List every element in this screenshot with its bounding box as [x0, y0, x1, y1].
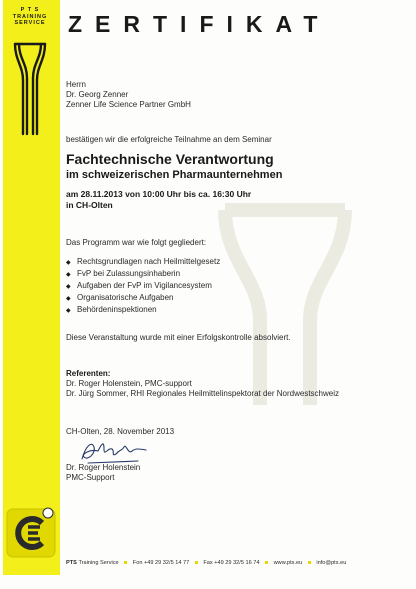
course-subtitle: im schweizerischen Pharmaunternehmen — [66, 169, 283, 181]
list-item — [66, 292, 220, 304]
footer-fax: Fax +49 29 32/5 16 74 — [203, 560, 260, 566]
certificate-title: ZERTIFIKAT — [68, 11, 331, 37]
diamond-bullet-icon: ◆ — [66, 272, 71, 278]
referents-heading: Referenten: — [66, 369, 111, 378]
pts-logo-icon — [12, 40, 48, 136]
signer-company: PMC-Support — [66, 473, 115, 482]
topic-label: FvP bei Zulassungsinhaberin — [77, 269, 181, 278]
assessment-statement: Diese Veranstaltung wurde mit einer Erfolgskontrolle absolviert. — [66, 333, 291, 342]
course-date: am 28.11.2013 von 10:00 Uhr bis ca. 16:30 Uhr — [66, 189, 252, 199]
footer-brand: PTS — [66, 560, 77, 566]
ce-logo-icon — [6, 503, 56, 559]
list-item — [66, 280, 220, 292]
referent-line: Dr. Jürg Sommer, RHI Regionales Heilmittelinspektorat der Nordwestschweiz — [66, 389, 339, 398]
footer-phone: Fon +49 29 32/5 14 77 — [132, 560, 190, 566]
diamond-bullet-icon: ◆ — [66, 260, 71, 266]
course-date-block — [66, 189, 251, 211]
signature-icon — [78, 437, 148, 465]
topic-label: Aufgaben der FvP im Vigilancesystem — [77, 281, 212, 290]
footer-website: www.pts.eu — [273, 560, 303, 566]
logo-line-pts: P T S — [20, 7, 40, 13]
list-item — [66, 256, 220, 268]
topic-list — [66, 256, 220, 316]
intro-text: bestätigen wir die erfolgreiche Teilnahme an dem Seminar — [66, 135, 272, 144]
place-date: CH-Olten, 28. November 2013 — [66, 427, 175, 436]
diamond-bullet-icon: ◆ — [66, 284, 71, 290]
diamond-bullet-icon: ◆ — [66, 308, 71, 314]
footer-separator — [124, 561, 127, 564]
footer-separator — [265, 561, 268, 564]
footer-separator — [308, 561, 311, 564]
signer-block — [66, 463, 140, 483]
footer-brand-rest: Training Service — [78, 560, 119, 566]
course-location: in CH-Olten — [66, 200, 113, 210]
topic-label: Behördeninspektionen — [77, 305, 157, 314]
referents-list — [66, 379, 339, 399]
topic-label: Organisatorische Aufgaben — [77, 293, 174, 302]
logo-line-service: SERVICE — [14, 20, 46, 27]
topic-label: Rechtsgrundlagen nach Heilmittelgesetz — [77, 257, 221, 266]
program-intro: Das Programm war wie folgt gegliedert: — [66, 238, 207, 247]
recipient-company: Zenner Life Science Partner GmbH — [66, 100, 191, 109]
diamond-bullet-icon: ◆ — [66, 296, 71, 302]
course-title: Fachtechnische Verantwortung — [66, 151, 274, 167]
footer-email: info@pts.eu — [316, 560, 347, 566]
footer — [66, 559, 346, 567]
logo-line-training: TRAINING — [12, 13, 48, 20]
pts-logo-text — [6, 7, 54, 27]
referent-line: Dr. Roger Holenstein, PMC-support — [66, 379, 192, 388]
list-item — [66, 268, 220, 280]
recipient-block — [66, 80, 191, 110]
footer-separator — [195, 561, 198, 564]
signer-name: Dr. Roger Holenstein — [66, 463, 141, 472]
recipient-salutation: Herrn — [66, 80, 87, 89]
list-item — [66, 304, 220, 316]
recipient-name: Dr. Georg Zenner — [66, 90, 129, 99]
